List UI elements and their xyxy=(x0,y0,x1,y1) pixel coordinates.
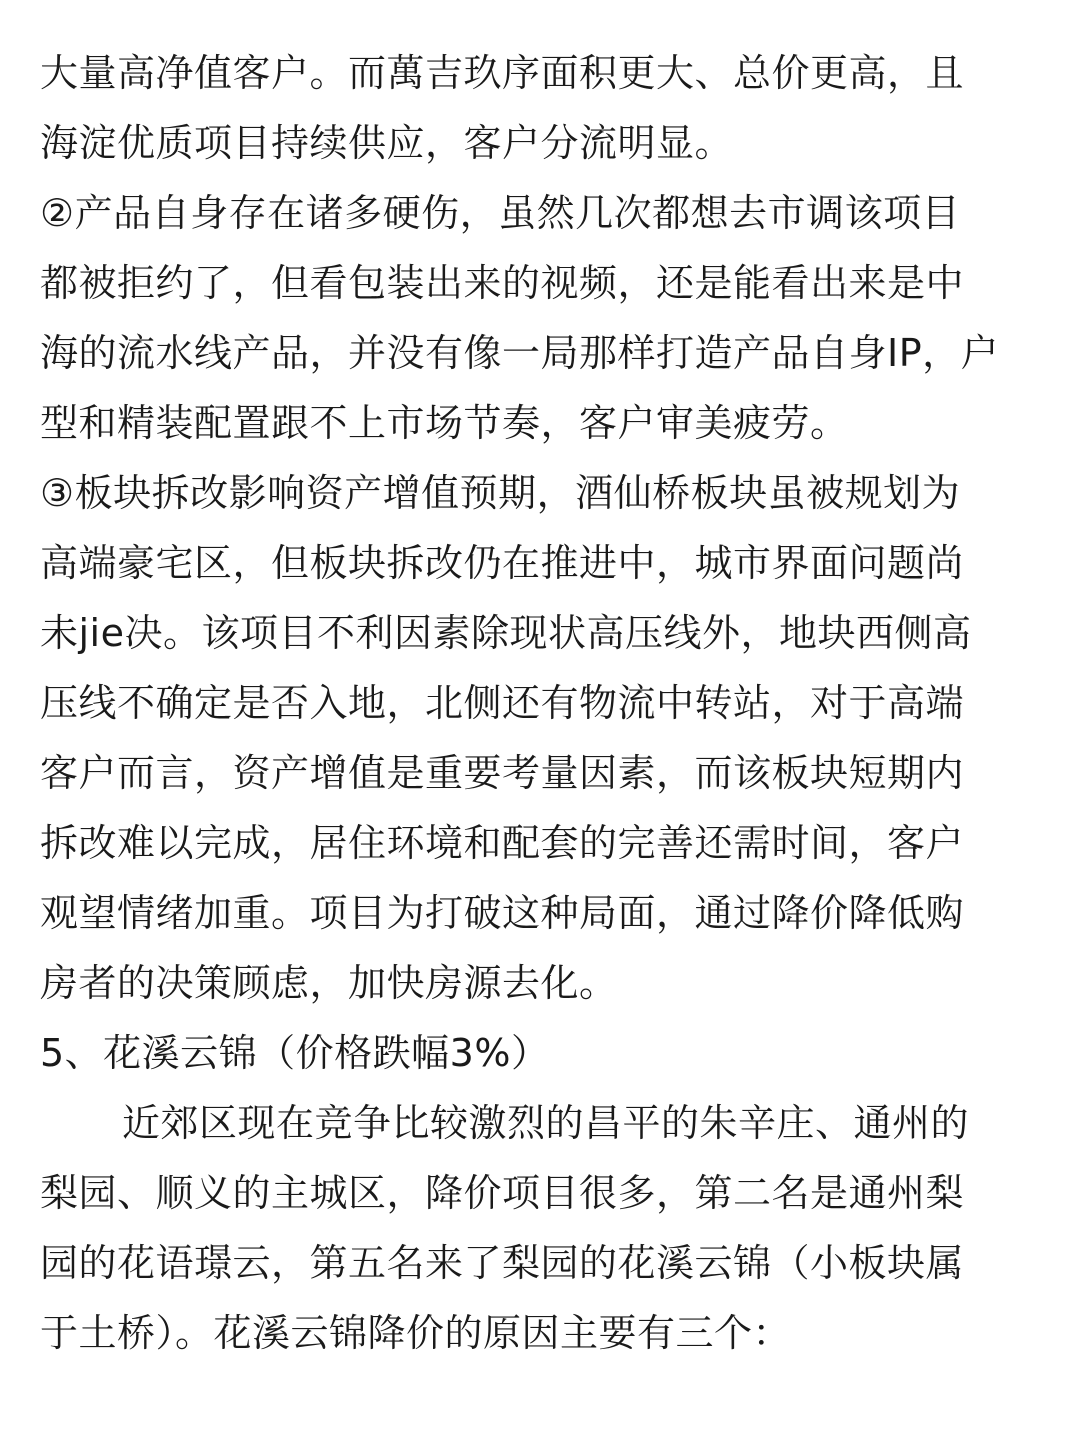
text-line: 压线不确定是否入地，北侧还有物流中转站，对于高端 xyxy=(40,681,965,725)
text-line: ②产品自身存在诸多硬伤，虽然几次都想去市调该项目 xyxy=(40,191,961,235)
section-heading: 5、花溪云锦（价格跌幅3%） xyxy=(40,1031,550,1075)
text-line: 观望情绪加重。项目为打破这种局面，通过降价降低购 xyxy=(40,891,965,935)
text-line: 于土桥）。花溪云锦降价的原因主要有三个： xyxy=(40,1311,792,1355)
text-line: 客户而言，资产增值是重要考量因素，而该板块短期内 xyxy=(40,751,965,795)
text-line: 园的花语璟云，第五名来了梨园的花溪云锦（小板块属 xyxy=(40,1241,965,1285)
text-line: 房者的决策顾虑，加快房源去化。 xyxy=(40,961,618,1005)
paragraph-first-line: 近郊区现在竞争比较激烈的昌平的朱辛庄、通州的 xyxy=(122,1101,970,1145)
text-line: 高端豪宅区，但板块拆改仍在推进中，城市界面问题尚 xyxy=(40,541,965,585)
text-line: 未jie决。该项目不利因素除现状高压线外，地块西侧高 xyxy=(40,611,972,655)
text-line: 大量高净值客户。而萬吉玖序面积更大、总价更高，且 xyxy=(40,51,965,95)
text-line: 梨园、顺义的主城区，降价项目很多，第二名是通州梨 xyxy=(40,1171,965,1215)
text-line: 拆改难以完成，居住环境和配套的完善还需时间，客户 xyxy=(40,821,965,865)
text-line: ③板块拆改影响资产增值预期，酒仙桥板块虽被规划为 xyxy=(40,471,961,515)
text-line: 海的流水线产品，并没有像一局那样打造产品自身IP，户 xyxy=(40,331,1000,375)
text-line: 型和精装配置跟不上市场节奏，客户审美疲劳。 xyxy=(40,401,849,445)
text-line: 海淀优质项目持续供应，客户分流明显。 xyxy=(40,121,734,165)
text-line: 都被拒约了，但看包装出来的视频，还是能看出来是中 xyxy=(40,261,965,305)
